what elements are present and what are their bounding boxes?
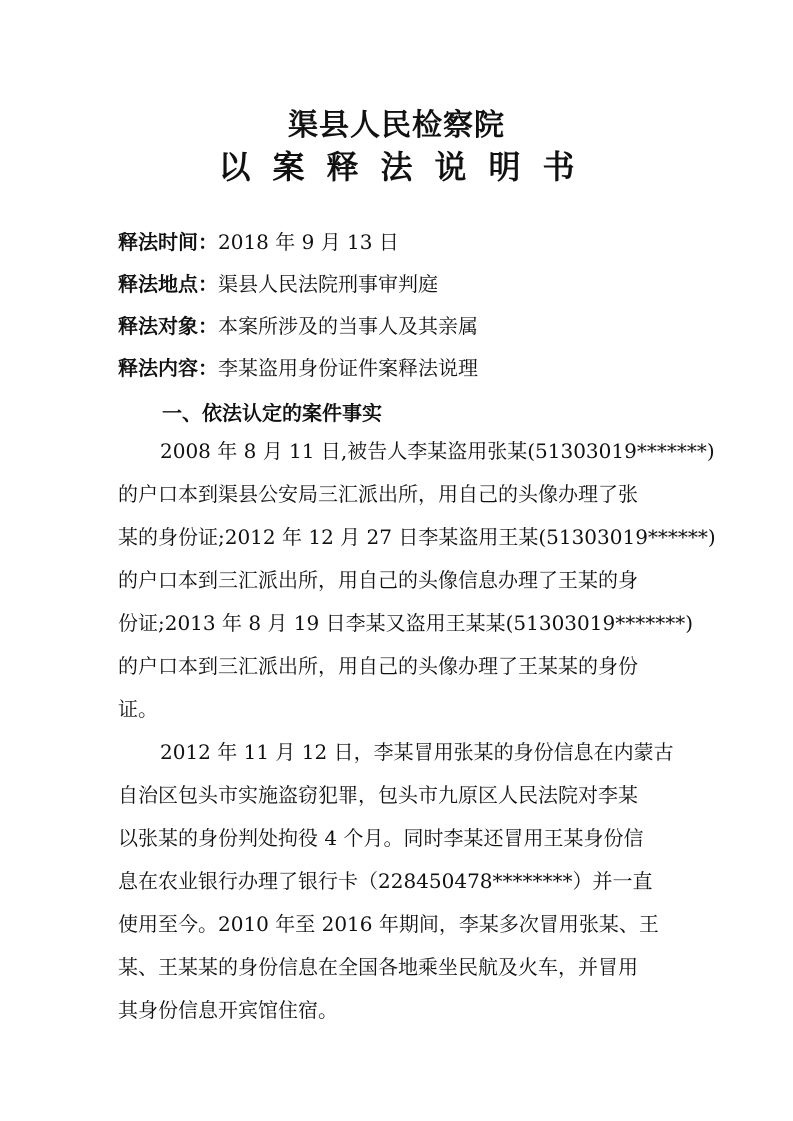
meta-content-value: 李某盗用身份证件案释法说理 — [218, 356, 478, 380]
meta-location-label: 释法地点： — [118, 272, 218, 296]
document-title: 以案释法说明书 — [218, 148, 597, 186]
paragraph-line: 的户口本到渠县公安局三汇派出所，用自己的头像办理了张 — [118, 482, 638, 506]
org-title: 渠县人民检察院 — [288, 108, 505, 143]
paragraph-line: 某、王某某的身份信息在全国各地乘坐民航及火车，并冒用 — [118, 955, 638, 979]
meta-time-value: 2018 年 9 月 13 日 — [218, 230, 399, 254]
meta-content-label: 释法内容： — [118, 356, 218, 380]
paragraph-line: 份证;2013 年 8 月 19 日李某又盗用王某某(51303019*******) — [118, 611, 693, 635]
paragraph-line: 2008 年 8 月 11 日,被告人李某盗用张某(51303019*******) — [160, 439, 715, 463]
meta-audience — [118, 312, 478, 340]
paragraph-line: 的户口本到三汇派出所，用自己的头像办理了王某某的身份 — [118, 654, 638, 678]
paragraph-line: 2012 年 11 月 12 日，李某冒用张某的身份信息在内蒙古 — [160, 740, 674, 764]
meta-time — [118, 228, 399, 256]
meta-location-value: 渠县人民法院刑事审判庭 — [218, 272, 438, 296]
meta-location — [118, 270, 438, 298]
meta-audience-label: 释法对象： — [118, 314, 218, 338]
paragraph-line: 证。 — [118, 697, 158, 721]
paragraph-line: 其身份信息开宾馆住宿。 — [118, 998, 338, 1022]
meta-time-label: 释法时间： — [118, 230, 218, 254]
section-heading: 一、依法认定的案件事实 — [162, 401, 382, 425]
paragraph-line: 息在农业银行办理了银行卡（228450478********）并一直 — [118, 869, 653, 893]
paragraph-line: 使用至今。2010 年至 2016 年期间，李某多次冒用张某、王 — [118, 912, 659, 936]
paragraph-line: 的户口本到三汇派出所，用自己的头像信息办理了王某的身 — [118, 568, 638, 592]
paragraph-line: 自治区包头市实施盗窃犯罪，包头市九原区人民法院对李某 — [118, 783, 638, 807]
meta-content — [118, 354, 478, 382]
meta-audience-value: 本案所涉及的当事人及其亲属 — [218, 314, 478, 338]
paragraph-line: 以张某的身份判处拘役 4 个月。同时李某还冒用王某身份信 — [118, 826, 644, 850]
paragraph-line: 某的身份证;2012 年 12 月 27 日李某盗用王某(51303019******) — [118, 525, 716, 549]
